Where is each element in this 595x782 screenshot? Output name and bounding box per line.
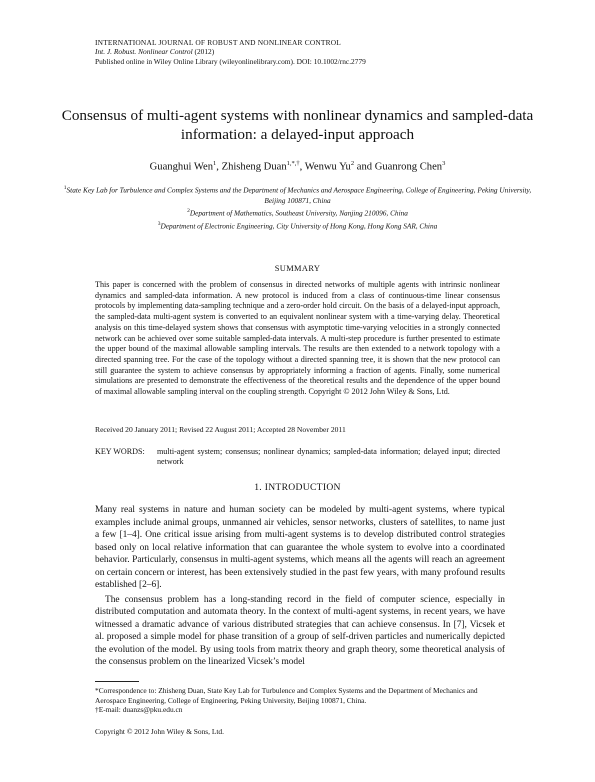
journal-header	[95, 38, 366, 66]
footnote-rule	[95, 681, 139, 682]
affiliation-mark: 1	[63, 185, 67, 191]
body-paragraph: The consensus problem has a long-standing record in the field of computer science, especially in distributed computation and automata theory. In the context of multi-agent systems, in recent years, we have witnessed a dramatic advance of various distributed strategies that can achieve consensus. In [7], Vicsek et al. proposed a simple model for phase transition of a group of self-driven particles and numerically depicted the evolution of the model. By using tools from matrix theory and graph theory, some theoretical analysis of the consensus problem on the linearized Vicsek’s model	[95, 594, 505, 667]
author-affil-mark: 1,*,†	[286, 160, 300, 167]
publication-info: Published online in Wiley Online Library (wileyonlinelibrary.com). DOI: 10.1002/rnc.2779	[95, 56, 366, 66]
affiliation-text: Department of Mathematics, Southeast University, Nanjing 210096, China	[189, 208, 408, 218]
received-dates: Received 20 January 2011; Revised 22 August 2011; Accepted 28 November 2011	[95, 425, 346, 434]
journal-name: INTERNATIONAL JOURNAL OF ROBUST AND NONLINEAR CONTROL	[95, 38, 342, 47]
affiliations	[60, 183, 535, 232]
citation-year: (2012)	[192, 47, 215, 57]
summary-heading: SUMMARY	[274, 264, 321, 273]
affiliation	[60, 206, 535, 219]
author-affil-mark: 1	[213, 160, 217, 167]
footnote-email: †E-mail: duanzs@pku.edu.cn	[95, 705, 183, 715]
abstract-text: This paper is concerned with the problem of consensus in directed networks of multiple agents with intrinsic nonlinear dynamics and sampled-data information. A new protocol is induced from a class of continuous-time linear consensus protocols by implementing data-sampling technique and a zero-order hold circuit. On the basis of a delayed-input approach, the sampled-data multi-agent system is converted to an equivalent nonlinear system with a time-varying delay. Theoretical analysis on this time-delayed system shows that consensus with asymptotic time-varying velocities in a strongly connected network can be achieved over some suitable sampled-data intervals. A multi-step procedure is further presented to estimate the upper bound of the maximal allowable sampling intervals. The results are then extended to a network topology with a directed spanning tree. For the case of the topology without a directed spanning tree, it is shown that the new protocol can still guarantee the system to achieve consensus by appropriately informing a fraction of agents. Finally, some numerical simulations are presented to demonstrate the effectiveness of the theoretical results and the dependence of the upper bound of maximal allowable sampling interval on the coupling strength. Copyright © 2012 John Wiley & Sons, Ltd.	[95, 280, 500, 397]
author-list	[60, 160, 535, 173]
citation-journal-abbrev: Int. J. Robust. Nonlinear Control	[95, 47, 193, 57]
author-name: Wenwu Yu	[304, 161, 351, 173]
affiliation-mark: 2	[187, 208, 190, 215]
section-heading-introduction: 1. INTRODUCTION	[254, 482, 341, 493]
author-affil-mark: 2	[350, 160, 355, 167]
affiliation	[60, 183, 535, 206]
author-name: Guanghui Wen	[149, 161, 214, 173]
author-separator: ,	[216, 161, 222, 173]
affiliation-mark: 3	[157, 221, 161, 228]
body-paragraph: Many real systems in nature and human society can be modeled by multi-agent systems, where typical examples include animal groups, unmanned air vehicles, sensor networks, clusters of satellites, to name just a few [1–4]. One critical issue arising from multi-agent systems is to develop distributed control strategies based only on local relative information that can guarantee the whole system to evolve into a coordinated behavior. Particularly, consensus in multi-agent systems, which means all the agents will reach an agreement on certain concern or interest, has been extensively studied in the past few years, with many profound results established [2–6].	[95, 505, 505, 590]
introduction-body	[95, 504, 505, 671]
author-separator: ,	[299, 161, 305, 173]
author-affil-mark: 3	[442, 160, 446, 167]
author-name: Zhisheng Duan	[221, 161, 287, 173]
keywords-list: multi-agent system; consensus; nonlinear dynamics; sampled-data information; delayed input; directed network	[157, 447, 500, 467]
journal-citation	[95, 47, 366, 56]
affiliation	[60, 219, 535, 232]
author-conjunction: and	[354, 161, 375, 173]
affiliation-text: Department of Electronic Engineering, City University of Hong Kong, Hong Kong SAR, China	[160, 221, 438, 231]
footnote-correspondence: *Correspondence to: Zhisheng Duan, State Key Lab for Turbulence and Complex Systems and the Department of Mechanics and Aerospace Engineering, College of Engineering, Peking University, Beijing 100871, China.	[95, 686, 478, 705]
paper-title: Consensus of multi-agent systems with nonlinear dynamics and sampled-data information: a delayed-input approach	[61, 107, 534, 143]
copyright-notice: Copyright © 2012 John Wiley & Sons, Ltd.	[95, 727, 224, 736]
keywords-label: KEY WORDS:	[95, 447, 145, 456]
affiliation-text: State Key Lab for Turbulence and Complex Systems and the Department of Mechanics and Aerospace Engineering, College of Engineering, Peking University, Beijing 100871, China	[66, 185, 532, 205]
author-name: Guanrong Chen	[374, 161, 443, 173]
footnotes	[95, 686, 500, 715]
